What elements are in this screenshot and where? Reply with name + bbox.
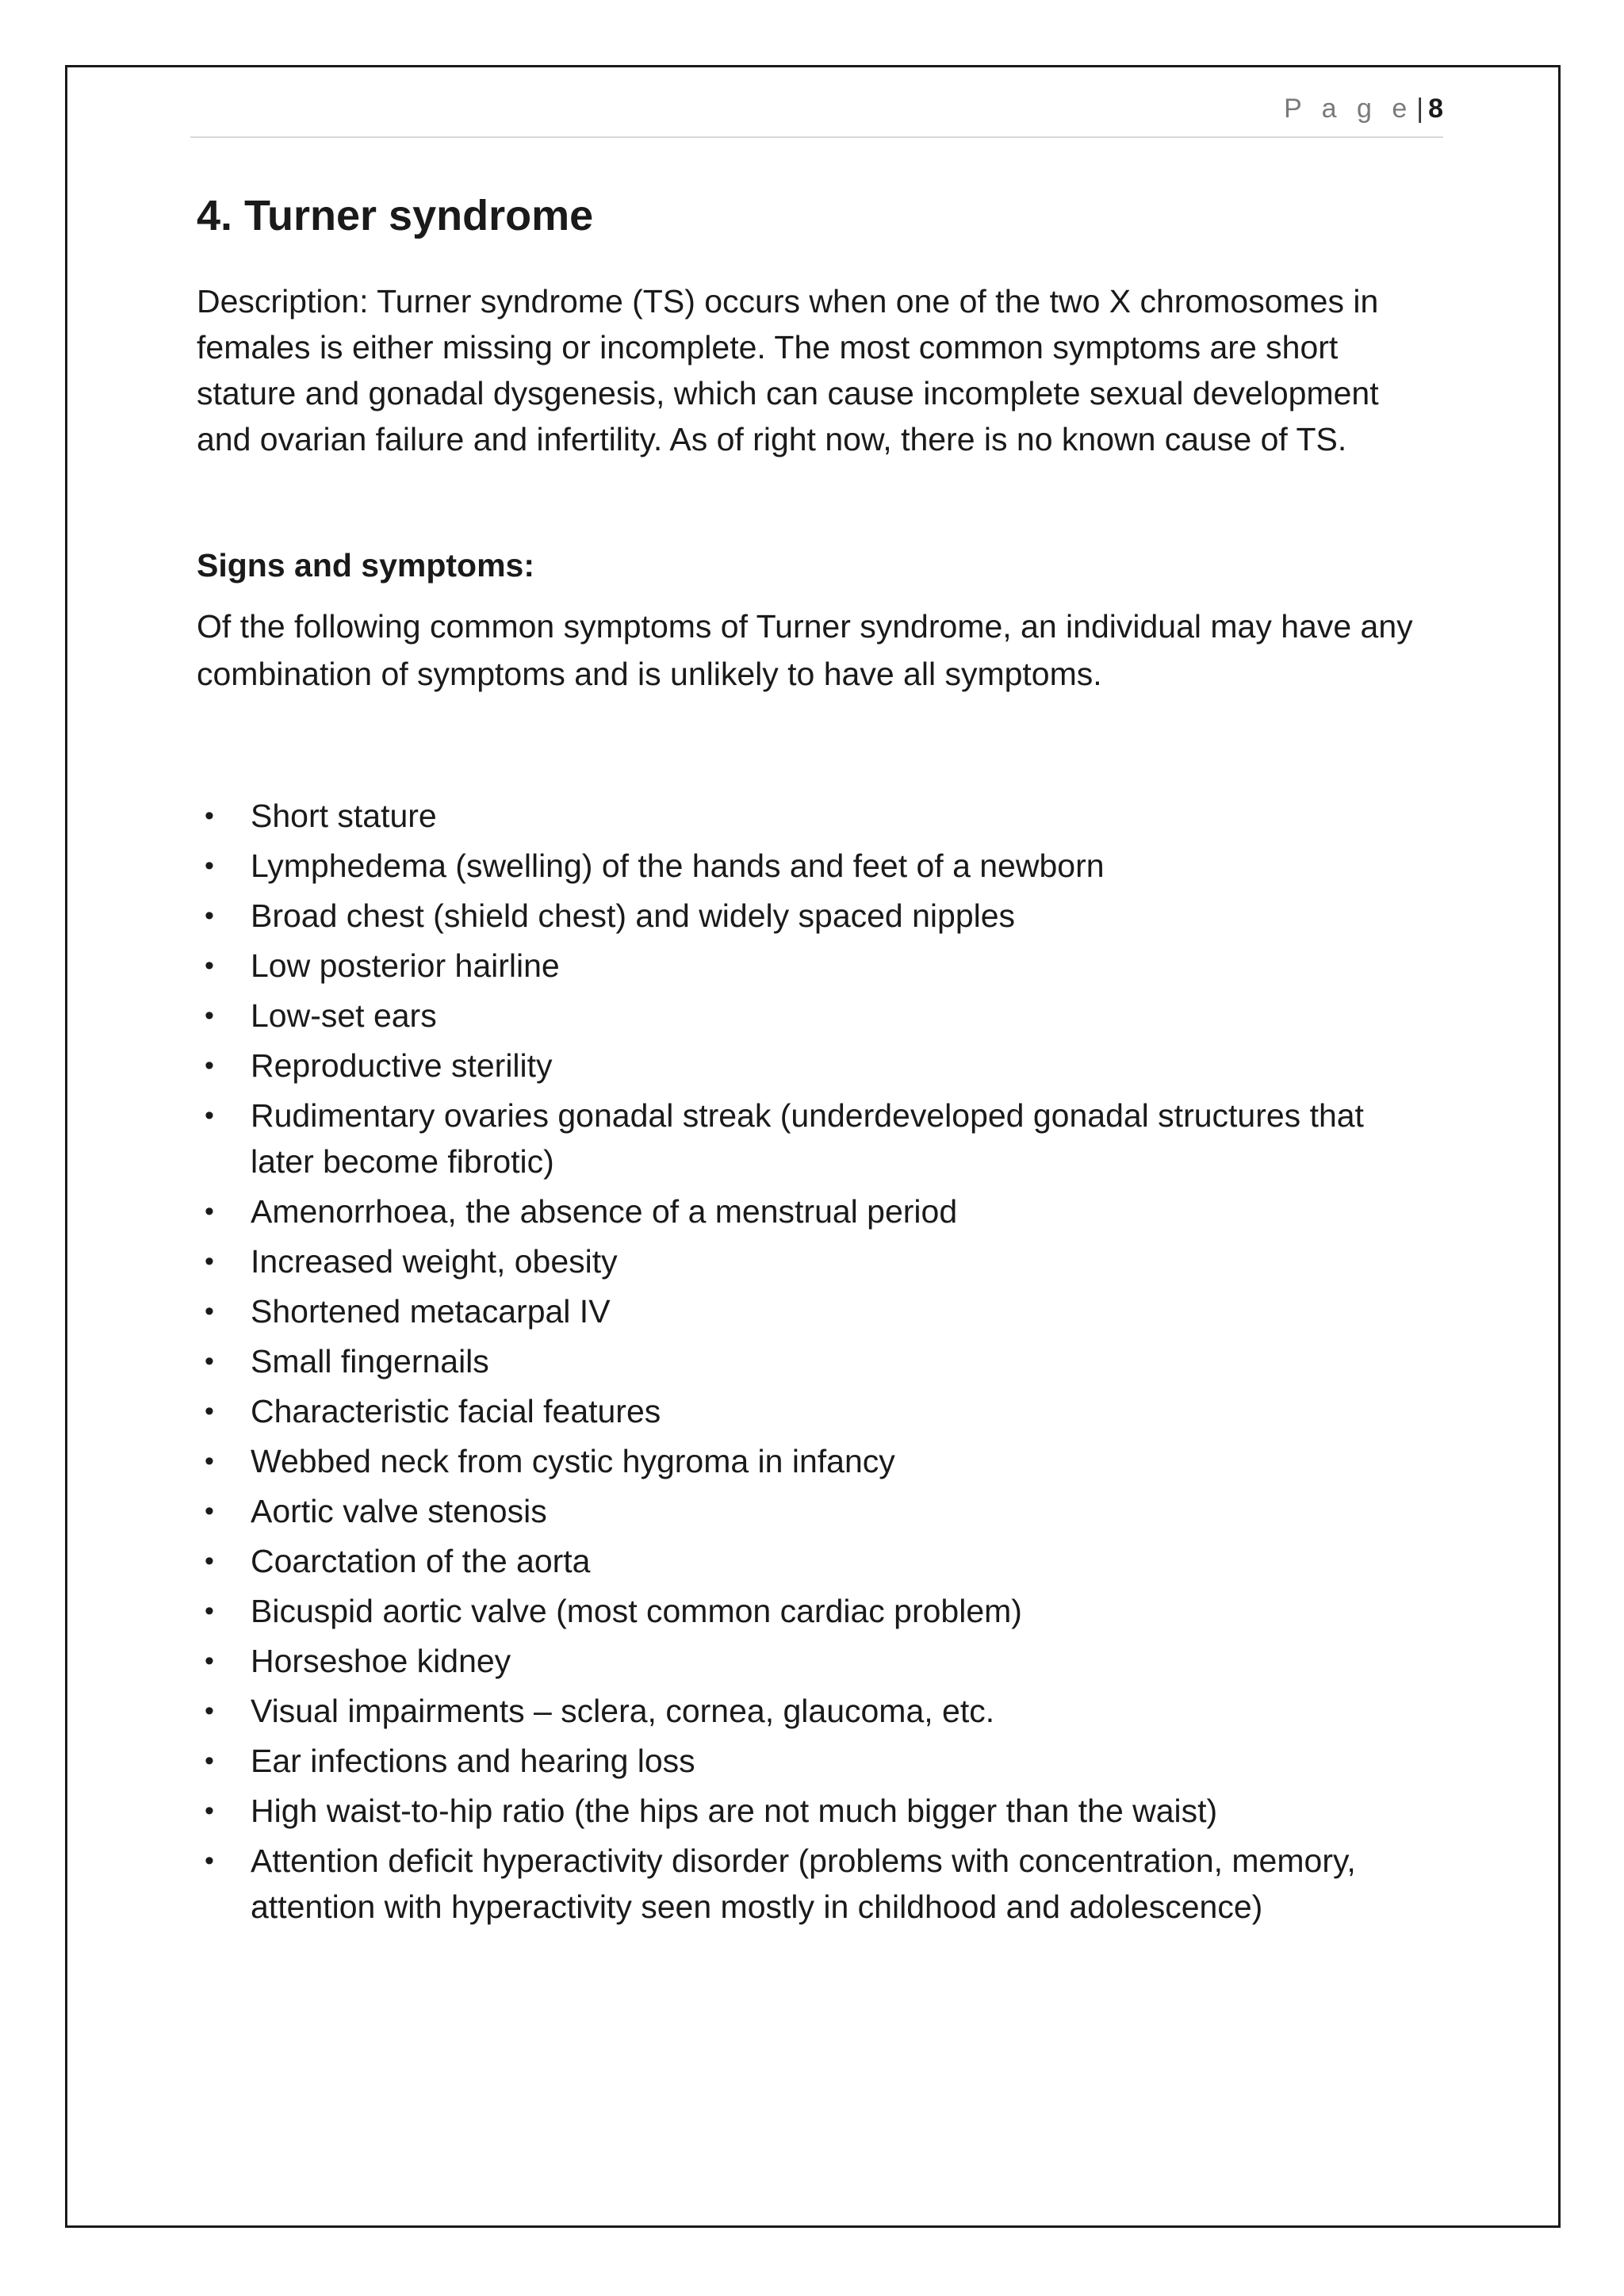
list-item: [197, 1188, 1434, 1234]
signs-intro-paragraph: Of the following common symptoms of Turner syndrome, an individual may have any combination of symptoms and is unlikely to have all symptoms.: [197, 607, 1413, 692]
bullet-icon: •: [205, 1196, 214, 1226]
list-item: [197, 1538, 1434, 1584]
page-label: P a g e: [1284, 94, 1414, 124]
bullet-icon: •: [205, 850, 214, 881]
list-item: [197, 1638, 1434, 1684]
description-paragraph: Description: Turner syndrome (TS) occurs when one of the two X chromosomes in females is either missing or incomplete. The most common symptoms are short stature and gonadal dysgenesis, which can cause incomplete sexual development and ovarian failure and infertility. As of right now, there is no known cause of TS.: [197, 282, 1379, 457]
bullet-icon: •: [205, 1395, 214, 1426]
list-item-text: Ear infections and hearing loss: [251, 1742, 695, 1779]
page-content: [197, 190, 1434, 1934]
list-item-text: Attention deficit hyperactivity disorder (problems with concentration, memory, attention with hyperactivity seen mostly in childhood and adolescence): [251, 1842, 1356, 1925]
symptom-list: [197, 793, 1434, 1930]
list-item-text: Shortened metacarpal IV: [251, 1292, 611, 1330]
list-item: [197, 1238, 1434, 1284]
bullet-icon: •: [205, 1595, 214, 1626]
signs-heading: Signs and symptoms:: [197, 546, 535, 584]
list-item-text: Increased weight, obesity: [251, 1242, 618, 1280]
bullet-icon: •: [205, 1695, 214, 1726]
page-header: [190, 94, 1443, 138]
list-item: [197, 1288, 1434, 1334]
bullet-icon: •: [205, 1000, 214, 1031]
list-item: [197, 943, 1434, 989]
list-item-text: Characteristic facial features: [251, 1392, 661, 1429]
list-item: [197, 1043, 1434, 1089]
list-item: [197, 1093, 1434, 1184]
bullet-icon: •: [205, 1246, 214, 1276]
list-item: [197, 1438, 1434, 1484]
list-item: [197, 1738, 1434, 1784]
bullet-icon: •: [205, 1795, 214, 1826]
list-item-text: Webbed neck from cystic hygroma in infancy: [251, 1442, 895, 1479]
list-item: [197, 893, 1434, 939]
list-item-text: Lymphedema (swelling) of the hands and feet of a newborn: [251, 847, 1105, 884]
list-item: [197, 1488, 1434, 1534]
list-item-text: Low posterior hairline: [251, 947, 560, 984]
bullet-icon: •: [205, 1345, 214, 1376]
list-item: [197, 843, 1434, 889]
bullet-icon: •: [205, 950, 214, 981]
bullet-icon: •: [205, 1645, 214, 1676]
bullet-icon: •: [205, 1495, 214, 1526]
page-separator: |: [1416, 94, 1424, 124]
list-item: [197, 993, 1434, 1039]
list-item-text: Reproductive sterility: [251, 1047, 553, 1084]
list-item: [197, 1338, 1434, 1384]
list-item-text: Broad chest (shield chest) and widely spaced nipples: [251, 897, 1016, 934]
bullet-icon: •: [205, 900, 214, 931]
list-item: [197, 1688, 1434, 1734]
bullet-icon: •: [205, 1845, 214, 1876]
section-title: 4. Turner syndrome: [197, 192, 594, 239]
list-item: [197, 793, 1434, 839]
bullet-icon: •: [205, 800, 214, 831]
list-item-text: Short stature: [251, 797, 437, 834]
list-item-text: Low-set ears: [251, 997, 437, 1034]
bullet-icon: •: [205, 1545, 214, 1576]
list-item-text: Horseshoe kidney: [251, 1642, 511, 1679]
list-item: [197, 1838, 1434, 1930]
bullet-icon: •: [205, 1445, 214, 1476]
page-number: 8: [1428, 94, 1443, 124]
list-item-text: Aortic valve stenosis: [251, 1492, 547, 1529]
list-item: [197, 1788, 1434, 1834]
list-item-text: Visual impairments – sclera, cornea, glaucoma, etc.: [251, 1692, 995, 1729]
bullet-icon: •: [205, 1295, 214, 1326]
list-item: [197, 1388, 1434, 1434]
list-item-text: Small fingernails: [251, 1342, 489, 1380]
list-item-text: High waist-to-hip ratio (the hips are not much bigger than the waist): [251, 1792, 1218, 1829]
bullet-icon: •: [205, 1745, 214, 1776]
list-item: [197, 1588, 1434, 1634]
list-item-text: Amenorrhoea, the absence of a menstrual period: [251, 1192, 958, 1230]
list-item-text: Rudimentary ovaries gonadal streak (underdeveloped gonadal structures that later become fibrotic): [251, 1096, 1364, 1180]
bullet-icon: •: [205, 1050, 214, 1081]
list-item-text: Coarctation of the aorta: [251, 1542, 591, 1579]
bullet-icon: •: [205, 1100, 214, 1131]
list-item-text: Bicuspid aortic valve (most common cardiac problem): [251, 1592, 1022, 1629]
